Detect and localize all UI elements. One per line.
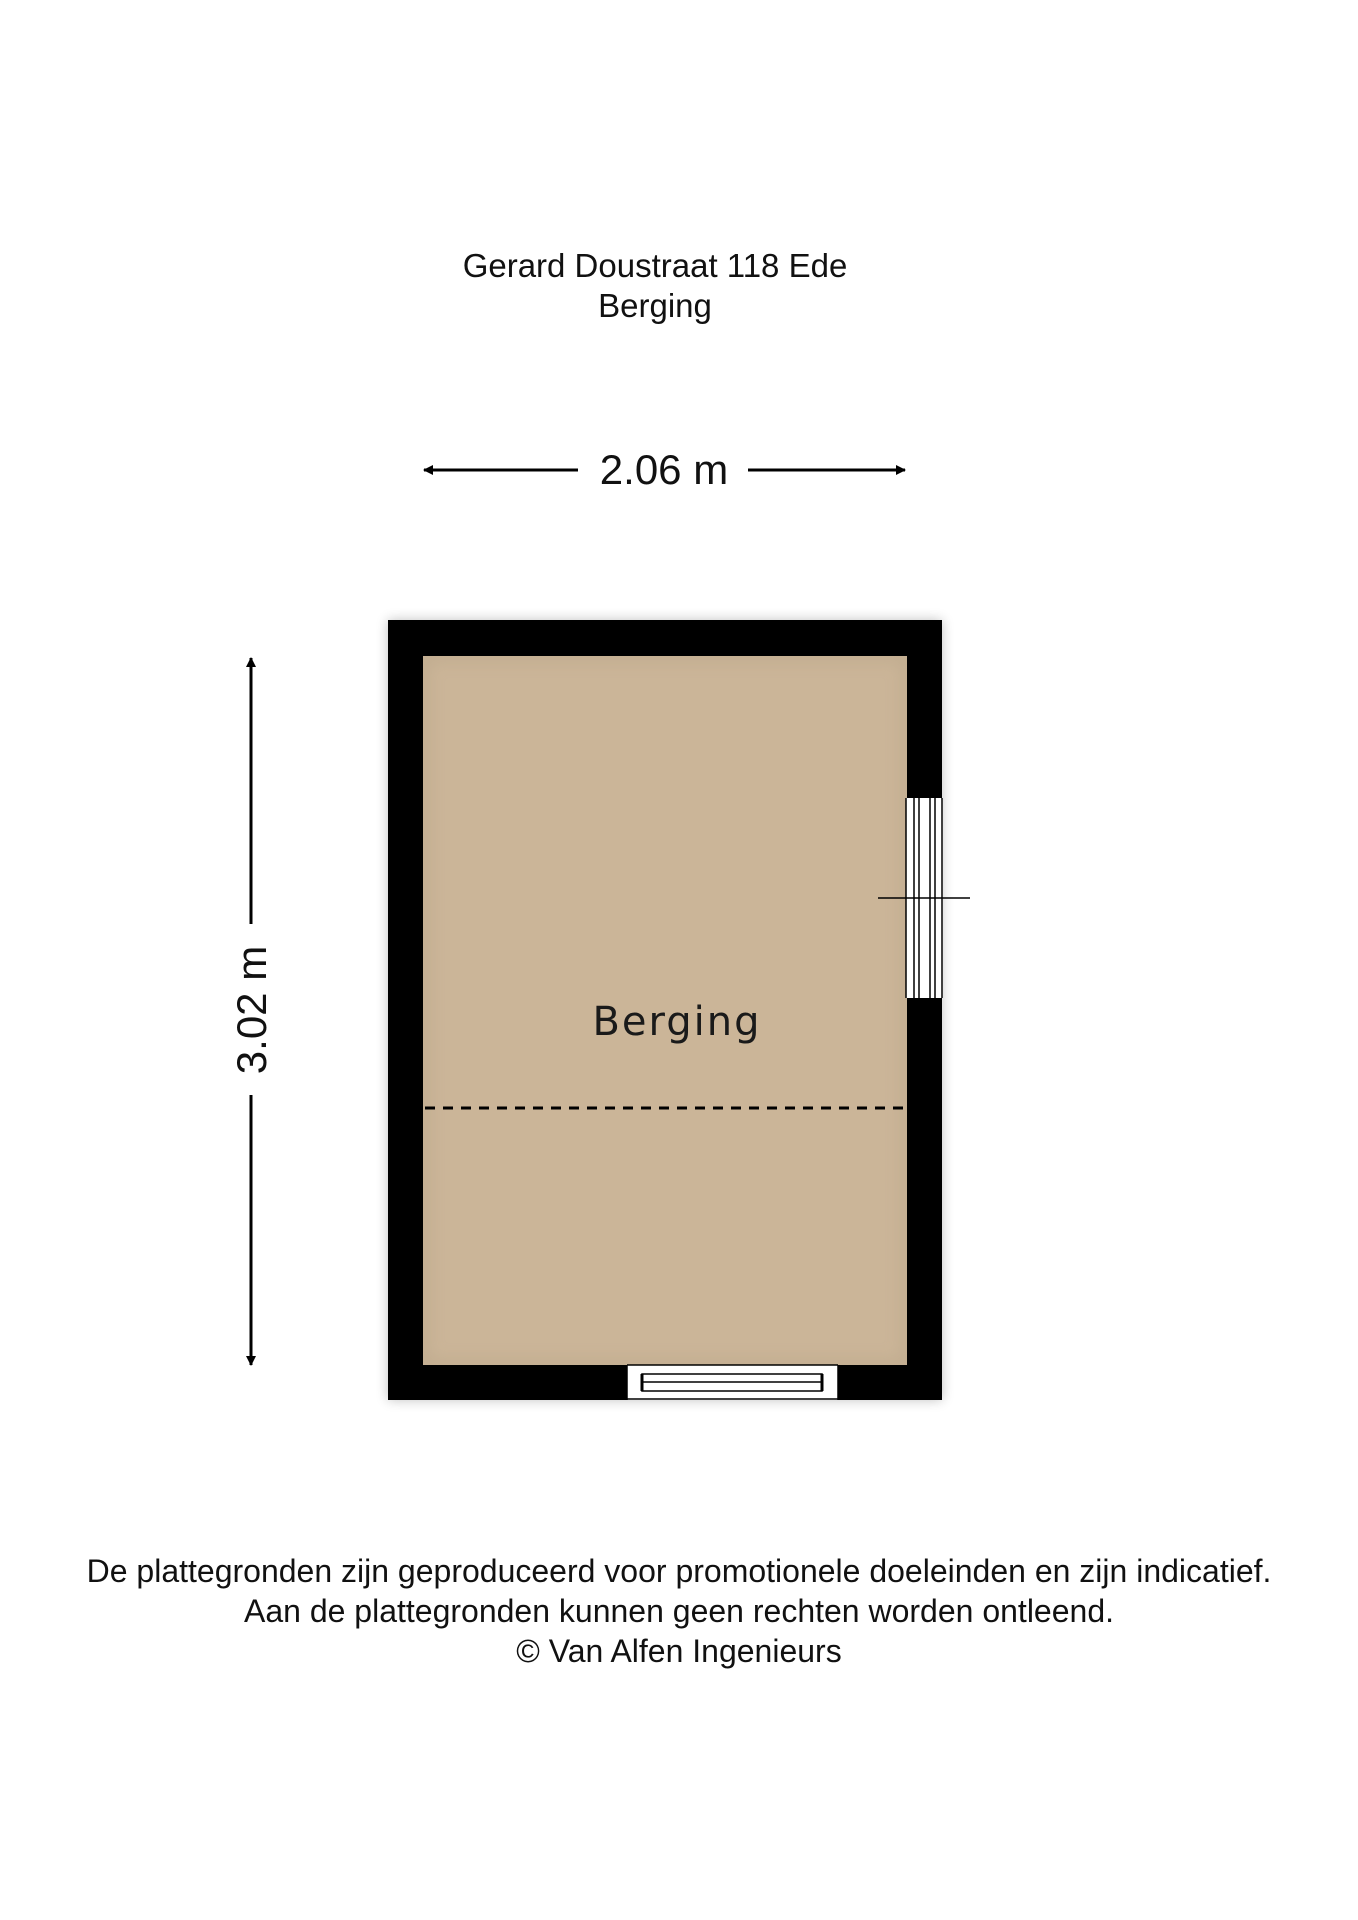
width-dimension [424,446,905,493]
address-title: Gerard Doustraat 118 Ede [462,247,848,284]
height-label: 3.02 m [228,945,275,1075]
height-dimension [228,658,275,1365]
copyright: © Van Alfen Ingenieurs [516,1633,842,1669]
disclaimer-line-2: Aan de plattegronden kunnen geen rechten worden ontleend. [243,1593,1114,1629]
width-label: 2.06 m [599,446,729,493]
bottom-window [627,1365,838,1400]
disclaimer [0,1551,1358,1671]
disclaimer-line-1: De plattegronden zijn geproduceerd voor promotionele doeleinden en zijn indicatief. [86,1553,1272,1589]
room-label: Berging [592,999,762,1045]
floor-name: Berging [598,287,712,324]
